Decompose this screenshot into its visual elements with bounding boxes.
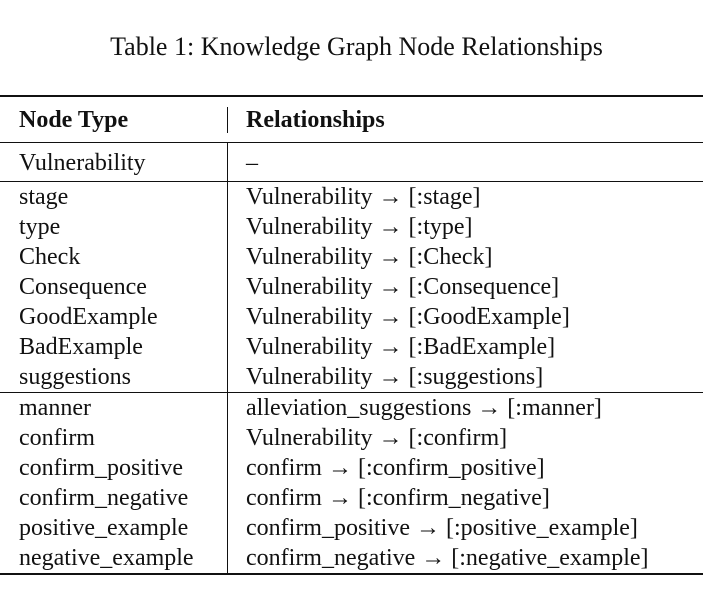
row-group-confirm [0, 393, 703, 573]
node-cell: suggestions [0, 362, 228, 392]
table-row [0, 483, 703, 513]
table-row [0, 332, 703, 362]
table-row [0, 453, 703, 483]
table-row [0, 143, 703, 181]
header-node-type: Node Type [19, 107, 129, 133]
relationship-cell: Vulnerability → [:BadExample] [246, 334, 556, 360]
table-row [0, 302, 703, 332]
table-row [0, 212, 703, 242]
header-relationships: Relationships [246, 107, 385, 133]
relationship-cell: – [246, 150, 258, 176]
header-divider [227, 107, 228, 133]
table-row [0, 242, 703, 272]
table-row [0, 272, 703, 302]
relationship-cell: confirm_positive → [:positive_example] [246, 515, 638, 541]
relationship-cell: Vulnerability → [:Consequence] [246, 274, 560, 300]
table-bottom-rule [0, 573, 703, 575]
row-group-vulnerability [0, 182, 703, 392]
node-cell: type [0, 212, 228, 242]
table-row [0, 423, 703, 453]
node-cell: manner [0, 393, 228, 423]
relationship-cell: confirm → [:confirm_positive] [246, 455, 545, 481]
relationship-cell: Vulnerability → [:suggestions] [246, 364, 544, 390]
table-caption: Table 1: Knowledge Graph Node Relationships [110, 32, 603, 61]
relationship-cell: confirm_negative → [:negative_example] [246, 545, 649, 571]
relationships-table [0, 95, 703, 575]
table-row [0, 543, 703, 573]
node-cell: stage [0, 182, 228, 212]
relationship-cell: alleviation_suggestions → [:manner] [246, 395, 602, 421]
node-cell: confirm_negative [0, 483, 228, 513]
table-row [0, 362, 703, 392]
node-cell: Check [0, 242, 228, 272]
node-cell: Vulnerability [0, 143, 228, 181]
node-cell: GoodExample [0, 302, 228, 332]
node-cell: Consequence [0, 272, 228, 302]
relationship-cell: Vulnerability → [:GoodExample] [246, 304, 570, 330]
relationship-cell: confirm → [:confirm_negative] [246, 485, 550, 511]
node-cell: positive_example [0, 513, 228, 543]
relationship-cell: Vulnerability → [:type] [246, 214, 473, 240]
table-header-row [0, 97, 703, 142]
relationship-cell: Vulnerability → [:confirm] [246, 425, 508, 451]
table-row [0, 182, 703, 212]
table-row [0, 393, 703, 423]
table-row [0, 513, 703, 543]
node-cell: BadExample [0, 332, 228, 362]
node-cell: confirm [0, 423, 228, 453]
node-cell: confirm_positive [0, 453, 228, 483]
relationship-cell: Vulnerability → [:stage] [246, 184, 481, 210]
node-cell: negative_example [0, 543, 228, 573]
relationship-cell: Vulnerability → [:Check] [246, 244, 493, 270]
